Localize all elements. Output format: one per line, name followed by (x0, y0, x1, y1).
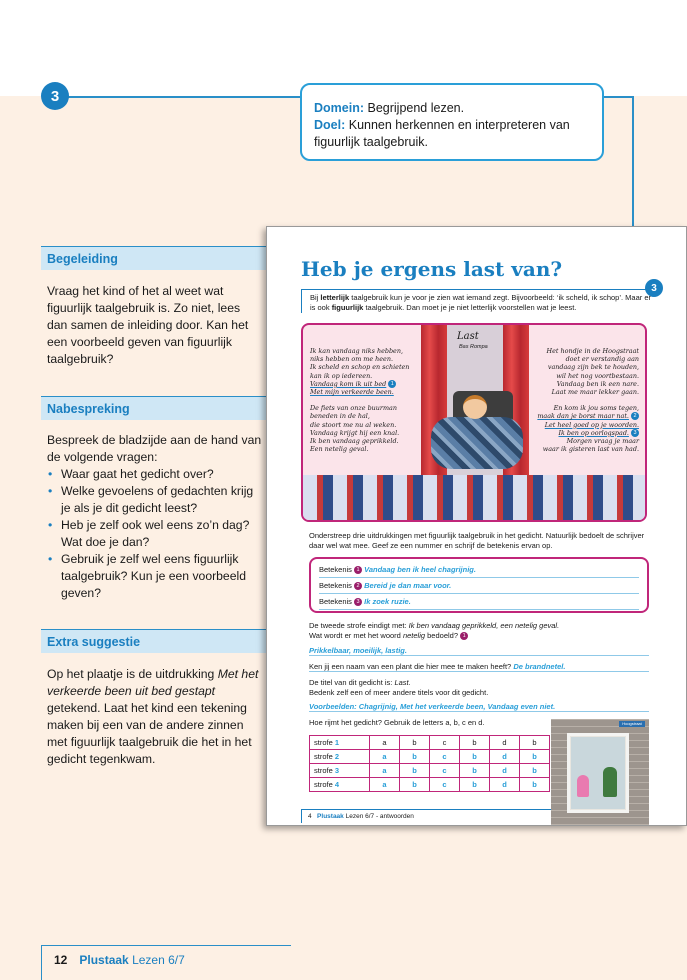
blanket-shape (431, 417, 523, 469)
q-part: Wat wordt er met het woord (309, 631, 403, 640)
answer-text: Voorbeelden: Chagrijnig, Met het verkeerde been, Vandaag even niet. (309, 702, 556, 711)
number-marker: 3 (354, 598, 362, 606)
table-row (310, 736, 550, 750)
footer-brand: Plustaak (79, 953, 129, 967)
poem-line: vandaag zijn bek te houden, (547, 363, 639, 372)
extra-text-italic: Met het verkeerde been uit bed gestapt (47, 667, 259, 698)
q-italic: Last. (394, 678, 411, 687)
page-badge: 3 (645, 279, 663, 297)
number-marker: 1 (460, 632, 468, 640)
poem-left-column (310, 347, 422, 453)
instruction-text: Onderstreep drie uitdrukkingen met figuurlijk taalgebruik in het gedicht. Natuurlijk bedoelt de schrijver daar wel wat mee. Geef ze een nummer en schrijf de betekenis ervan op. (309, 531, 645, 550)
number-marker: 2 (354, 582, 362, 590)
poem-line: En kom ik jou soms tegen, (553, 404, 639, 413)
domain-goal-box (300, 83, 604, 161)
table-cell: d (490, 750, 520, 764)
list-item: • Waar gaat het gedicht over? (61, 466, 262, 483)
extra-suggestie-text (47, 666, 262, 768)
poem-line: beneden in de hal, (310, 412, 370, 421)
answer-text: De brandnetel. (513, 662, 566, 671)
meaning-row (319, 597, 639, 610)
goal-value: Kunnen herkennen en interpreteren van figuurlijk taalgebruik. (314, 118, 570, 149)
poem-line (533, 429, 639, 437)
poem-line (533, 412, 639, 420)
question-text: Ken jij een naam van een plant die hier mee te maken heeft? (309, 662, 512, 671)
number-marker: 3 (631, 429, 639, 437)
row-number: 4 (334, 780, 340, 789)
poem-illustration (301, 323, 647, 522)
extra-text-part: Op het plaatje is de uitdrukking (47, 667, 218, 681)
poem-line: Laat me maar lekker gaan. (551, 388, 639, 397)
footer-subtitle: Lezen 6/7 (132, 953, 185, 967)
intro-part: taalgebruik. Dan moet je je niet letterlijk voorstellen wat je leest. (363, 303, 577, 312)
list-item: • Welke gevoelens of gedachten krijg je als je dit gedicht leest? (61, 483, 262, 517)
poem-line: die stoort me nu al weken. (310, 420, 397, 429)
domain-label: Domein: (314, 101, 364, 115)
poem-line: De fiets van onze buurman (310, 404, 397, 413)
q-part: De titel van dit gedicht is: (309, 678, 395, 687)
goal-label: Doel: (314, 118, 346, 132)
row-number: 1 (334, 738, 340, 747)
table-cell: c (430, 764, 460, 778)
table-cell: a (370, 736, 400, 750)
intro-bold: figuurlijk (331, 303, 364, 312)
intro-text (301, 289, 651, 313)
answer-line (309, 646, 649, 656)
question-title (309, 678, 649, 698)
table-cell: c (430, 750, 460, 764)
table-cell (310, 750, 370, 764)
table-cell: b (460, 736, 490, 750)
meaning-answer: Bereid je dan maar voor. (364, 581, 452, 590)
intro-bold: letterlijk (320, 293, 350, 302)
meaning-row (319, 565, 639, 578)
connector-rule (632, 96, 634, 236)
poem-line: Vandaag krijgt hij een knal. (310, 428, 400, 437)
nabespreking-block (47, 432, 262, 602)
flower-pot-shape (577, 775, 589, 797)
table-cell: a (370, 750, 400, 764)
poem-line: Morgen vraag je maar (566, 437, 639, 446)
poem-line: waar ik gisteren last van had. (542, 445, 639, 454)
poem-line: Een netelig geval. (310, 445, 369, 454)
table-cell: c (430, 736, 460, 750)
meaning-answer: Ik zoek ruzie. (364, 597, 411, 606)
table-cell: d (490, 764, 520, 778)
poem-line (310, 380, 422, 388)
table-cell: b (520, 778, 550, 792)
table-cell: a (370, 778, 400, 792)
row-label: strofe (314, 738, 333, 747)
poem-line: Vandaag ben ik een nare. (556, 379, 639, 388)
table-row (310, 750, 550, 764)
poem-right-column (533, 347, 639, 453)
student-page-number: 4 (308, 813, 312, 820)
answer-line (309, 702, 649, 712)
table-row (310, 778, 550, 792)
table-cell (310, 736, 370, 750)
begeleiding-heading: Begeleiding (41, 246, 266, 270)
number-marker: 1 (388, 380, 396, 388)
row-number: 3 (334, 766, 340, 775)
q-part: Bedenk zelf een of meer andere titels voor dit gedicht. (309, 688, 489, 697)
poem-line: Ik kan vandaag niks hebben, (310, 347, 403, 355)
poem-line: Ik scheld en schop en schieten (310, 363, 410, 372)
table-cell: c (430, 778, 460, 792)
marked-phrase: Ik ben op oorlogspad. (558, 428, 629, 437)
table-cell: b (520, 764, 550, 778)
marked-phrase: Let heel goed op je woorden. (544, 420, 639, 429)
table-cell: b (520, 750, 550, 764)
meaning-label: Betekenis (319, 581, 352, 590)
row-label: strofe (314, 766, 333, 775)
table-cell: b (460, 764, 490, 778)
question-rhyme: Hoe rijmt het gedicht? Gebruik de letters a, b, c en d. (309, 718, 485, 727)
rhyme-table (309, 735, 550, 792)
page-number: 12 (54, 953, 68, 967)
q-part: De tweede strofe eindigt met: (309, 621, 409, 630)
table-cell: d (490, 778, 520, 792)
question-plant (309, 662, 649, 672)
list-item: • Gebruik je zelf wel eens figuurlijk taalgebruik? Kun je een voorbeeld geven? (61, 551, 262, 602)
poem-line: niks hebben om me heen. (310, 355, 393, 364)
number-marker: 2 (631, 412, 639, 420)
marked-phrase: Met mijn verkeerde been. (310, 388, 394, 397)
intro-part: taalgebruik kun je voor je zien wat iemand zegt. Bijvoorbeeld: ‘ik scheld, ik schop’. Maar er is ook (310, 293, 652, 312)
meaning-answer: Vandaag ben ik heel chagrijnig. (364, 565, 476, 574)
poem-line: doet er verstandig aan (565, 355, 639, 364)
table-cell: b (460, 778, 490, 792)
table-cell: b (400, 778, 430, 792)
q-italic: Ik ben vandaag geprikkeld, een netelig geval. (408, 621, 560, 630)
student-page-preview (266, 226, 687, 826)
table-cell: d (490, 736, 520, 750)
domain-value: Begrijpend lezen. (367, 101, 465, 115)
row-label: strofe (314, 780, 333, 789)
row-number: 2 (334, 752, 340, 761)
marked-phrase: Vandaag kom ik uit bed (310, 379, 387, 388)
meaning-label: Betekenis (319, 597, 352, 606)
poem-line: Ik ben vandaag geprikkeld. (310, 437, 399, 446)
begeleiding-text: Vraag het kind of het al weet wat figuurlijk taalgebruik is. Zo niet, lees dan samen de inleiding door. Kan het een voorbeeld geven van figuurlijk taalgebruik? (47, 284, 249, 366)
list-item: • Heb je zelf ook wel eens zo’n dag? Wat doe je dan? (61, 517, 262, 551)
table-row (310, 764, 550, 778)
table-cell: b (400, 750, 430, 764)
page-title: Heb je ergens last van? (301, 257, 563, 281)
poem-line: kan ik op iedereen. (310, 371, 373, 380)
meaning-label: Betekenis (319, 565, 352, 574)
answer-text: Prikkelbaar, moeilijk, lastig. (309, 646, 407, 655)
extra-suggestie-heading: Extra suggestie (41, 629, 266, 653)
nabespreking-list (47, 466, 262, 602)
rug-shape (303, 475, 645, 522)
table-cell: b (400, 764, 430, 778)
meaning-row (319, 581, 639, 594)
row-label: strofe (314, 752, 333, 761)
table-cell: b (520, 736, 550, 750)
extra-text-part: getekend. Laat het kind een tekening maken bij een van de andere zinnen met figuurlijk taalgebruik die het in het gedicht tegenkwam. (47, 701, 252, 766)
lesson-number-badge: 3 (41, 82, 69, 110)
student-page-footer (301, 809, 551, 823)
marked-phrase: maak dan je borst maar nat. (537, 412, 629, 421)
q-part: bedoeld? (425, 631, 458, 640)
meanings-box (309, 557, 649, 613)
question-netelig (309, 621, 649, 641)
number-marker: 1 (354, 566, 362, 574)
nabespreking-intro: Bespreek de bladzijde aan de hand van de volgende vragen: (47, 433, 262, 464)
table-cell (310, 778, 370, 792)
table-cell (310, 764, 370, 778)
poem-line: wil het nog voortbestaan. (556, 371, 639, 380)
q-italic: netelig (402, 631, 426, 640)
street-sign: Hoogstraat (619, 721, 645, 727)
plant-shape (603, 767, 617, 797)
intro-part: Bij (310, 293, 321, 302)
student-page-footer-text: Lezen 6/7 - antwoorden (343, 813, 414, 820)
nabespreking-heading: Nabespreking (41, 396, 266, 420)
page-footer (41, 945, 291, 980)
table-cell: b (400, 736, 430, 750)
boy-head-shape (463, 395, 487, 419)
table-cell: a (370, 764, 400, 778)
poem-title: Last (457, 331, 479, 342)
student-page-brand: Plustaak (317, 813, 344, 820)
poem-author: Bas Rompa (459, 344, 488, 350)
poem-line: Het hondje in de Hoogstraat (546, 347, 639, 355)
table-cell: b (460, 750, 490, 764)
